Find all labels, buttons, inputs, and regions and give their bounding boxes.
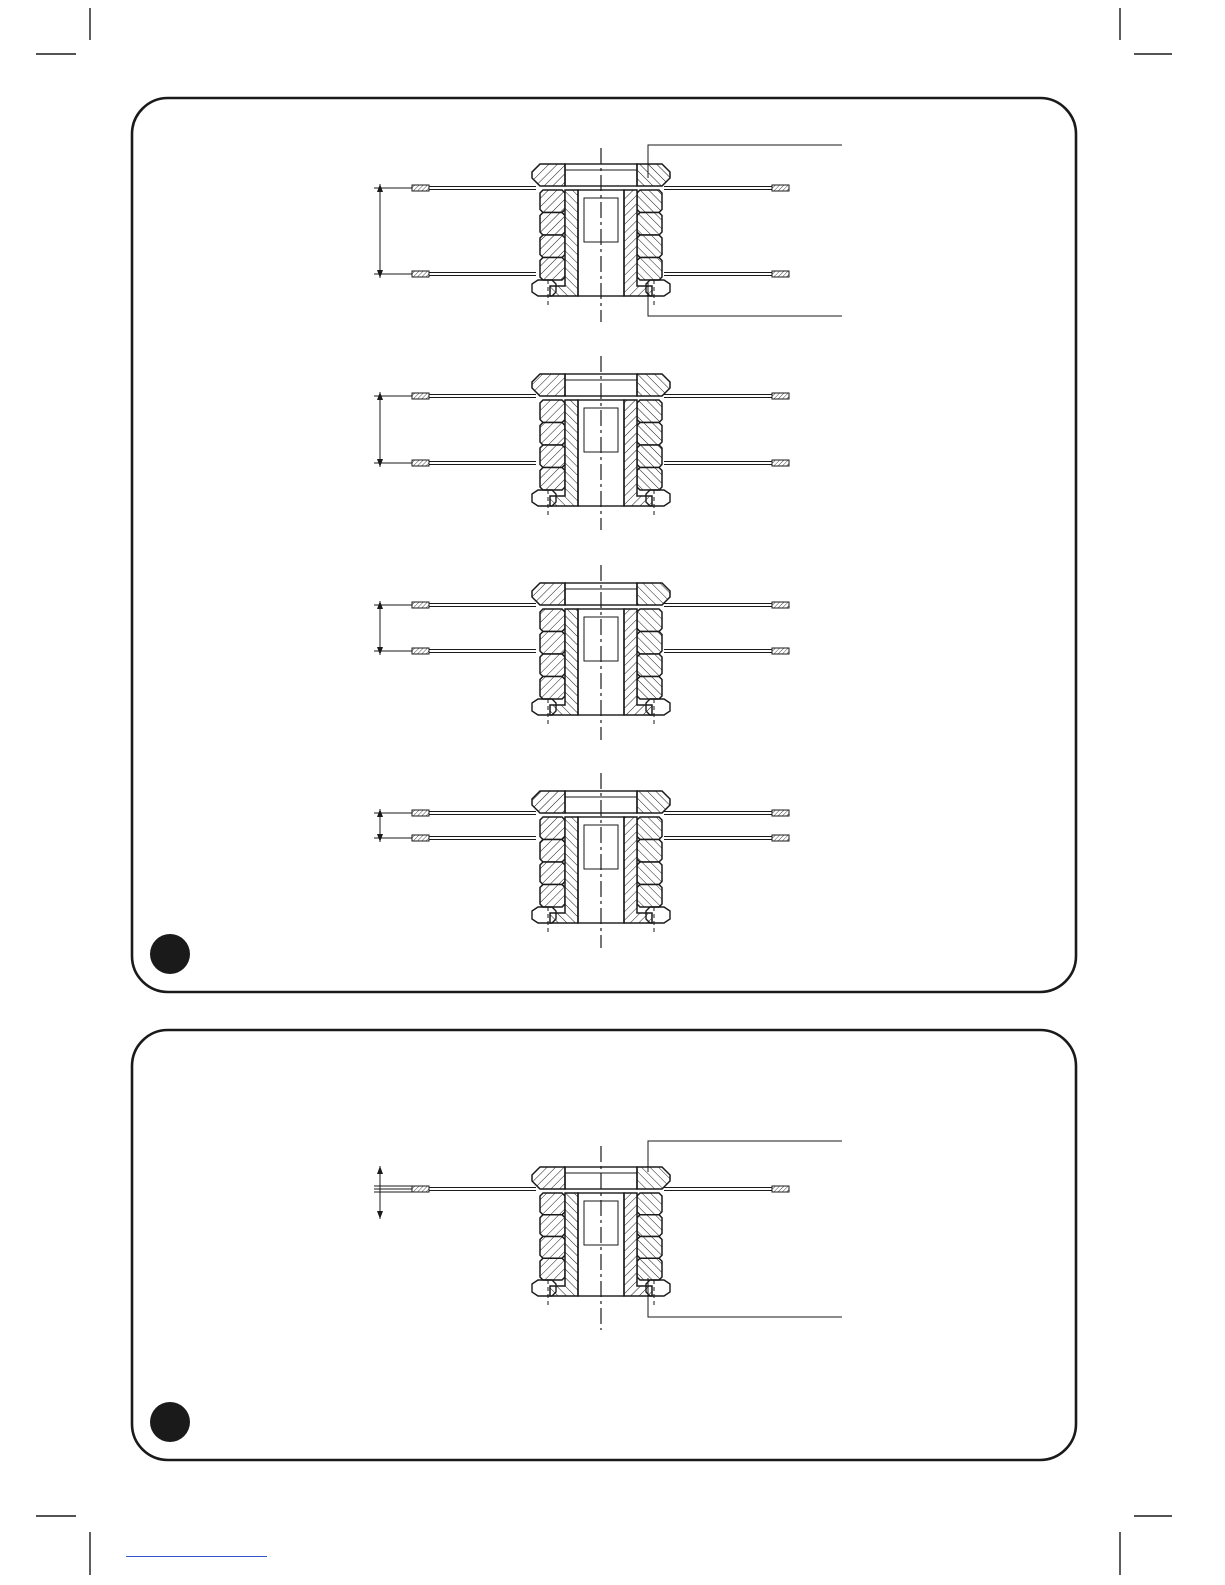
washer-left — [540, 1237, 565, 1259]
washer-right — [637, 840, 662, 863]
sheet-end-right — [772, 393, 789, 399]
washer-left — [540, 258, 565, 281]
leader-lines — [648, 145, 842, 1317]
cap-flange-right — [637, 164, 670, 186]
washer-right — [637, 1193, 662, 1215]
washer-left — [540, 190, 565, 213]
sheet-end-right — [772, 185, 789, 191]
washer-left — [540, 817, 565, 840]
cap-flange-left — [532, 164, 565, 186]
cap-flange-right — [637, 374, 670, 396]
washer-left — [540, 468, 565, 491]
washer-left — [540, 213, 565, 236]
sheet-end-right — [772, 648, 789, 654]
washer-left — [540, 609, 565, 632]
washer-left — [540, 862, 565, 885]
sheet-end-right — [772, 460, 789, 466]
cap-flange-right — [637, 791, 670, 813]
washer-right — [637, 1258, 662, 1280]
cap-flange-right — [637, 1167, 670, 1189]
sheet-end-left — [412, 185, 429, 191]
washer-left — [540, 1193, 565, 1215]
sheet-end-left — [412, 835, 429, 841]
washer-left — [540, 400, 565, 423]
washer-left — [540, 677, 565, 700]
sheet-end-left — [412, 648, 429, 654]
washer-right — [637, 609, 662, 632]
washer-right — [637, 213, 662, 236]
sheet-end-right — [772, 835, 789, 841]
sheet-end-left — [412, 271, 429, 277]
sheet-end-left — [412, 1186, 429, 1192]
figure-badge-1 — [150, 934, 190, 974]
washer-right — [637, 677, 662, 700]
washer-left — [540, 1215, 565, 1237]
cap-flange-left — [532, 791, 565, 813]
washer-left — [540, 235, 565, 258]
washer-right — [637, 235, 662, 258]
washer-left — [540, 423, 565, 446]
washer-right — [637, 423, 662, 446]
washer-right — [637, 862, 662, 885]
washer-right — [637, 258, 662, 281]
washer-right — [637, 632, 662, 655]
sheet-end-left — [412, 393, 429, 399]
sheet-end-right — [772, 602, 789, 608]
assembly-view-2 — [374, 356, 789, 530]
dimension-arrow — [374, 809, 412, 842]
panel-frame-top — [132, 98, 1076, 992]
figure-badge-2 — [150, 1402, 190, 1442]
washer-right — [637, 885, 662, 908]
washer-right — [637, 468, 662, 491]
assembly-view-3 — [374, 565, 789, 740]
assembly-views — [374, 148, 789, 1330]
cap-flange-left — [532, 374, 565, 396]
cap-flange-left — [532, 583, 565, 605]
sheet-end-left — [412, 460, 429, 466]
cap-flange-right — [637, 583, 670, 605]
washer-right — [637, 654, 662, 677]
dimension-arrow — [374, 1166, 412, 1219]
washer-left — [540, 840, 565, 863]
washer-left — [540, 632, 565, 655]
assembly-view-4 — [374, 773, 789, 948]
washer-left — [540, 654, 565, 677]
sheet-end-left — [412, 602, 429, 608]
assembly-view-1 — [374, 148, 789, 322]
sheet-end-right — [772, 271, 789, 277]
washer-left — [540, 885, 565, 908]
washer-left — [540, 445, 565, 468]
dimension-arrow — [374, 601, 412, 655]
sheet-end-left — [412, 810, 429, 816]
sheet-end-right — [772, 1186, 789, 1192]
washer-right — [637, 400, 662, 423]
dimension-arrow — [374, 392, 412, 467]
washer-right — [637, 190, 662, 213]
washer-right — [637, 1215, 662, 1237]
washer-right — [637, 817, 662, 840]
sheet-end-right — [772, 810, 789, 816]
washer-left — [540, 1258, 565, 1280]
assembly-view-5 — [374, 1146, 789, 1330]
washer-right — [637, 445, 662, 468]
cap-flange-left — [532, 1167, 565, 1189]
dimension-arrow — [374, 184, 412, 278]
footer-link-line — [126, 1556, 267, 1557]
washer-right — [637, 1237, 662, 1259]
